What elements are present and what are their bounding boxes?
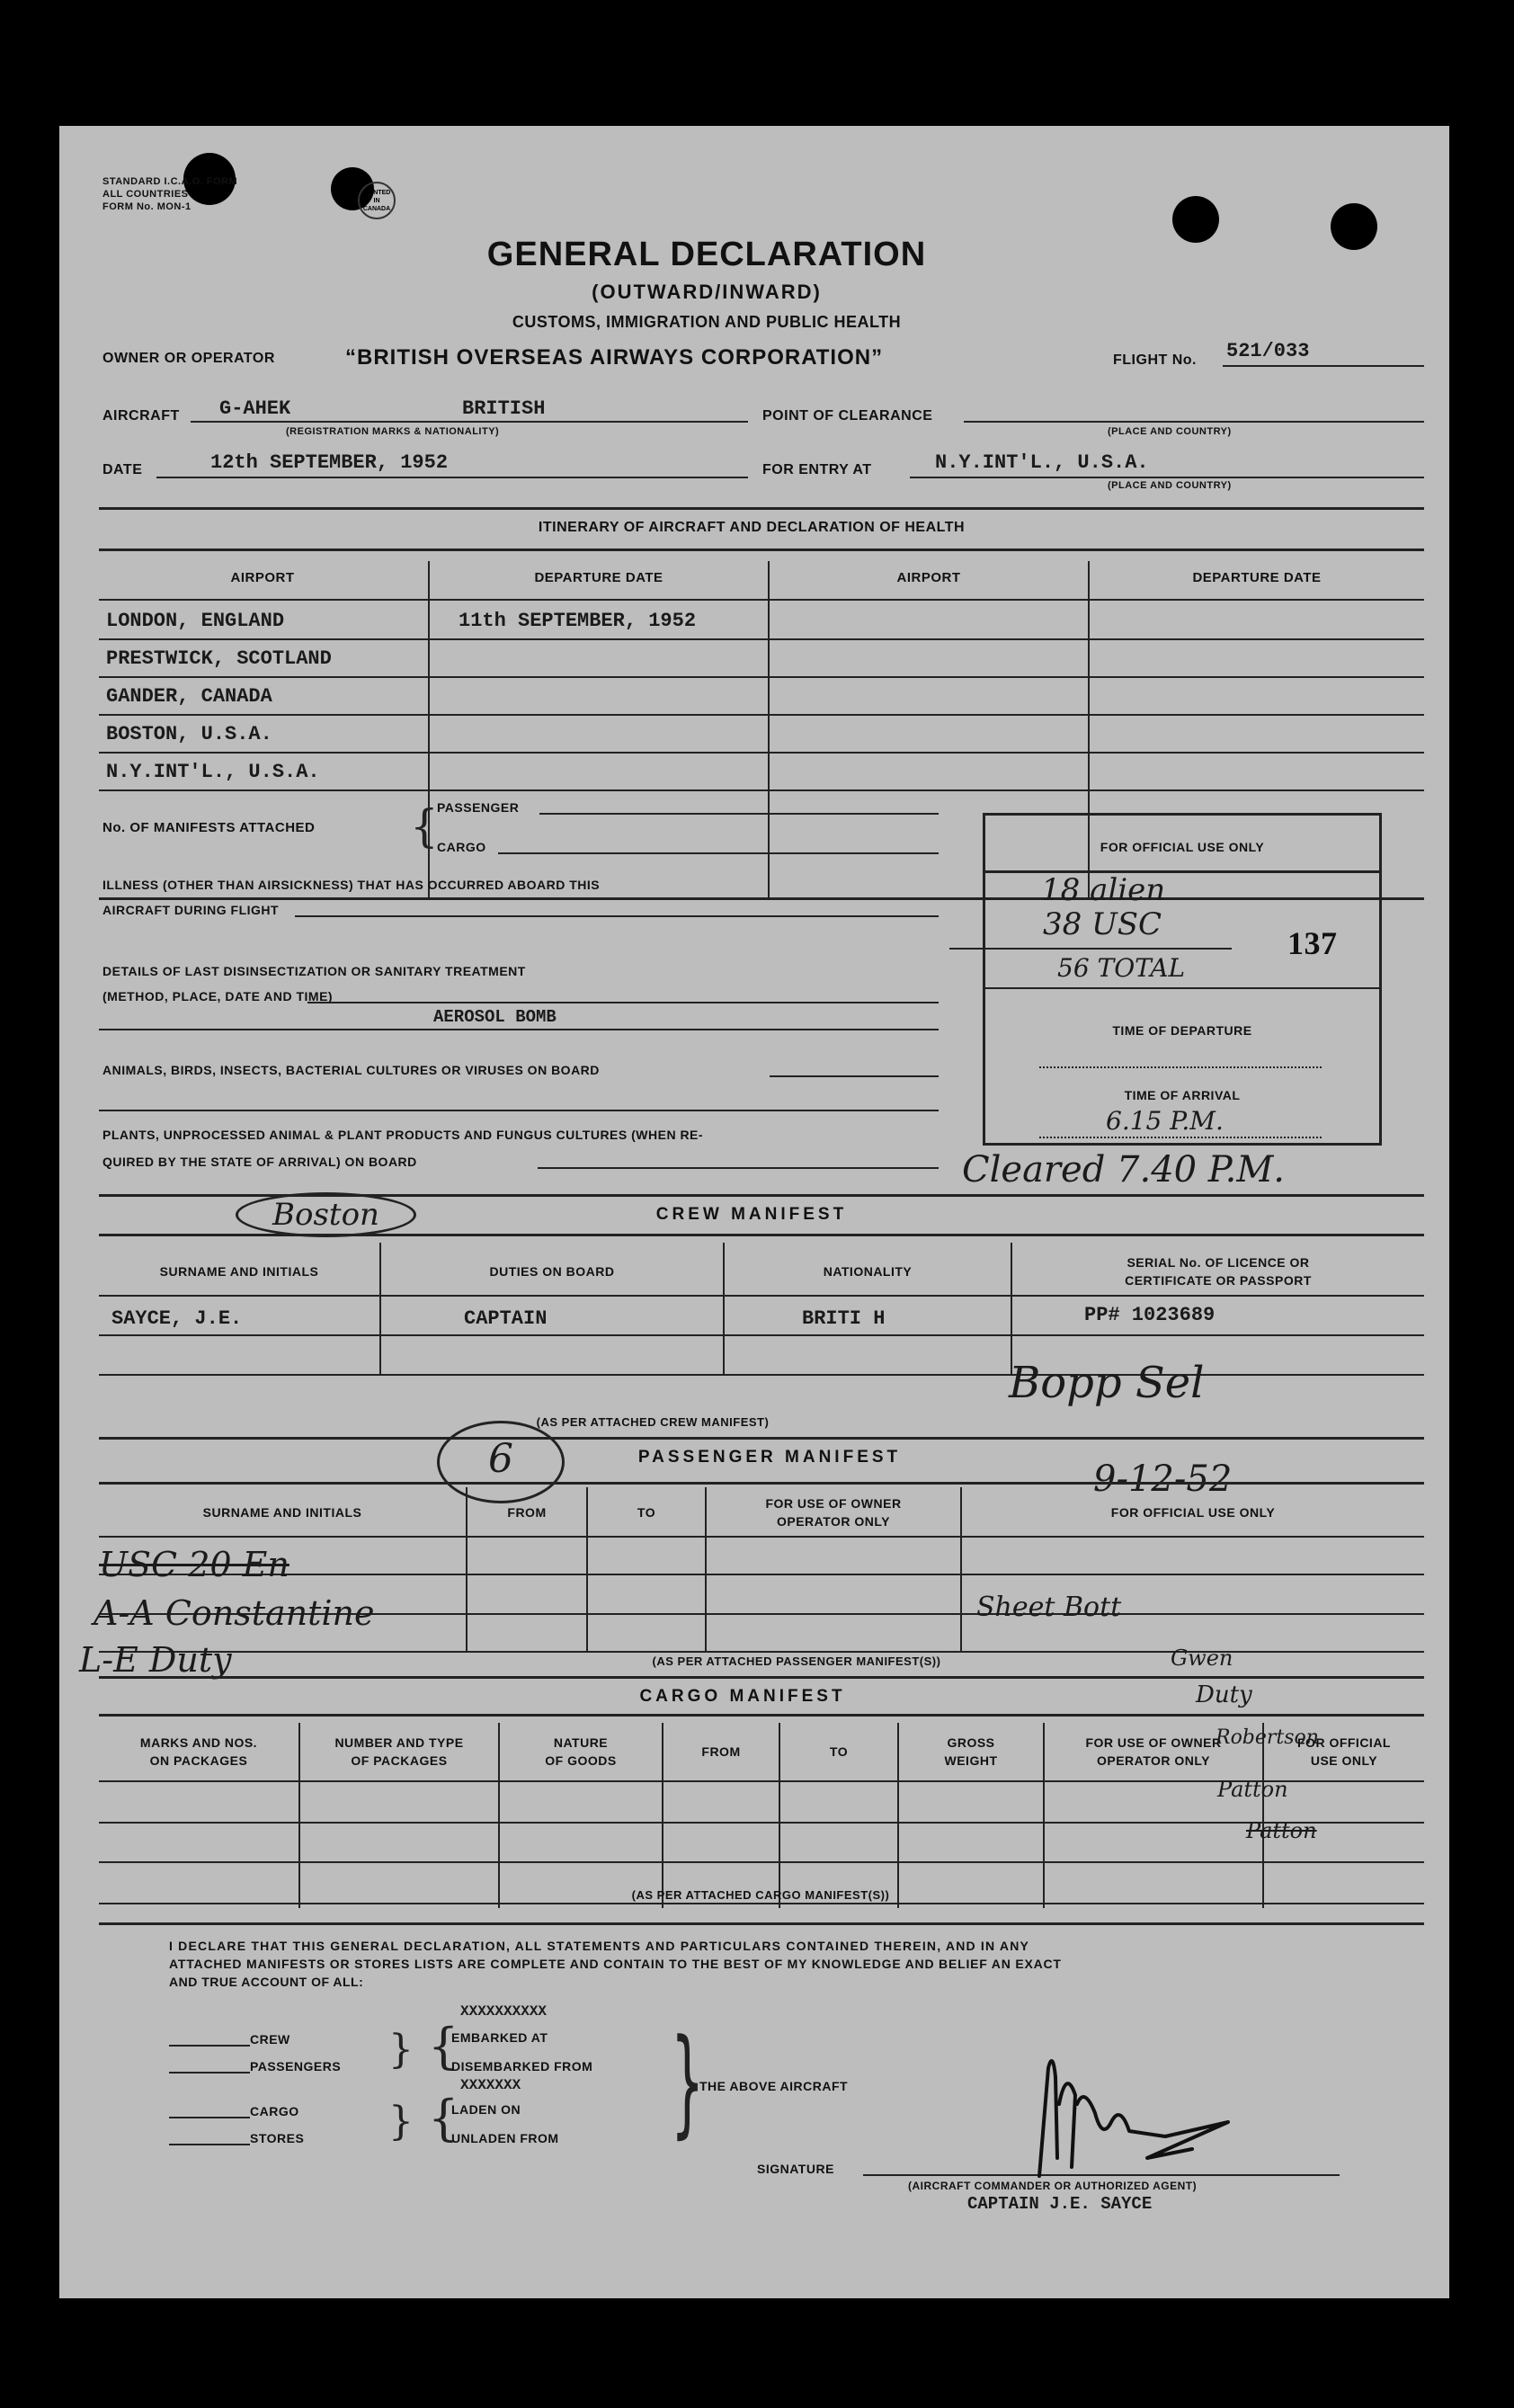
time-arrival-label: TIME OF ARRIVAL [1124, 1088, 1241, 1102]
itinerary-col-departure-2: DEPARTURE DATE [1192, 570, 1322, 585]
declaration-embarked: EMBARKED AT [451, 2030, 548, 2045]
aircraft-registration: G-AHEK [219, 397, 291, 420]
passenger-col-owner-2: OPERATOR ONLY [776, 1514, 891, 1529]
passenger-note-2: A-A Constantine [94, 1593, 375, 1633]
cargo-note-5: Patton [1246, 1818, 1317, 1843]
cargo-col-number-1: NUMBER AND TYPE [334, 1735, 464, 1750]
form-standard-line1: STANDARD I.C.A.O. FORM [102, 176, 238, 187]
declaration-crew: CREW [250, 2032, 290, 2047]
declaration-passengers: PASSENGERS [250, 2059, 342, 2074]
disinsect-label-2: (METHOD, PLACE, DATE AND TIME) [102, 989, 334, 1003]
cargo-col-nature-2: OF GOODS [545, 1753, 617, 1768]
page-subtitle-2: CUSTOMS, IMMIGRATION AND PUBLIC HEALTH [512, 313, 902, 331]
printed-in-canada-stamp: PRINTED IN CANADA [358, 182, 396, 219]
cargo-note-3: Robertson [1216, 1726, 1319, 1749]
cargo-col-official-2: USE ONLY [1310, 1753, 1378, 1768]
manifests-brace: { [410, 800, 439, 852]
crew-col-duties: DUTIES ON BOARD [489, 1264, 615, 1279]
flight-label: FLIGHT No. [1113, 352, 1197, 368]
cargo-col-owner-1: FOR USE OF OWNER [1085, 1735, 1222, 1750]
illness-label-1: ILLNESS (OTHER THAN AIRSICKNESS) THAT HAS OCCURRED ABOARD THIS [102, 878, 601, 892]
declaration-disembarked: DISEMBARKED FROM [451, 2059, 593, 2074]
manifests-cargo-label: CARGO [437, 840, 486, 854]
page-title: GENERAL DECLARATION [486, 236, 927, 273]
declaration-line-1: I DECLARE THAT THIS GENERAL DECLARATION, ALL STATEMENTS AND PARTICULARS CONTAINED THEREIN, AND IN ANY [169, 1939, 1030, 1953]
passenger-scrawl: Sheet Bott [976, 1592, 1122, 1623]
cargo-col-gross-2: WEIGHT [944, 1753, 998, 1768]
itinerary-col-airport-1: AIRPORT [230, 570, 295, 585]
flight-value: 521/033 [1226, 340, 1310, 362]
crew-row-passport: PP# 1023689 [1084, 1304, 1216, 1326]
passenger-col-surname: SURNAME AND INITIALS [202, 1505, 362, 1520]
illness-label-2: AIRCRAFT DURING FLIGHT [102, 903, 280, 917]
manifests-label: No. OF MANIFESTS ATTACHED [102, 820, 316, 835]
declaration-big-brace: } [671, 2013, 705, 2150]
passenger-heading: PASSENGER MANIFEST [637, 1448, 902, 1467]
passenger-note-1: USC 20 En [99, 1545, 289, 1584]
crew-row-surname: SAYCE, J.E. [111, 1307, 243, 1330]
cargo-note-2: Duty [1196, 1681, 1252, 1708]
disinsect-value: AEROSOL BOMB [433, 1007, 557, 1027]
punch-hole-right-2 [1331, 203, 1377, 250]
crew-footer: (AS PER ATTACHED CREW MANIFEST) [536, 1415, 770, 1429]
crew-heading: CREW MANIFEST [655, 1205, 848, 1224]
time-departure-label: TIME OF DEPARTURE [1112, 1023, 1252, 1038]
itinerary-airport-2: PRESTWICK, SCOTLAND [106, 647, 332, 670]
crew-col-nationality: NATIONALITY [823, 1264, 913, 1279]
declaration-brace-2: { [428, 2018, 459, 2074]
punch-hole-right-1 [1172, 196, 1219, 243]
owner-label: OWNER OR OPERATOR [102, 351, 275, 366]
passenger-col-to: TO [637, 1505, 656, 1520]
declaration-laden: LADEN ON [451, 2102, 521, 2117]
passenger-date: 9-12-52 [1093, 1458, 1233, 1500]
date-label: DATE [102, 462, 143, 477]
declaration-stores: STORES [250, 2131, 305, 2145]
signer-name: CAPTAIN J.E. SAYCE [967, 2194, 1153, 2214]
passenger-col-from: FROM [507, 1505, 547, 1520]
cargo-col-owner-2: OPERATOR ONLY [1096, 1753, 1211, 1768]
signature-label: SIGNATURE [757, 2162, 834, 2176]
passenger-note-3: L-E Duty [79, 1640, 232, 1680]
page-subtitle: (OUTWARD/INWARD) [592, 281, 822, 303]
declaration-form-page [59, 126, 1449, 2298]
crew-col-surname: SURNAME AND INITIALS [159, 1264, 319, 1279]
official-total-count: 56 TOTAL [1057, 953, 1186, 983]
cargo-col-gross-1: GROSS [947, 1735, 995, 1750]
itinerary-departure-1: 11th SEPTEMBER, 1952 [459, 610, 697, 632]
declaration-cargo: CARGO [250, 2104, 299, 2118]
date-value: 12th SEPTEMBER, 1952 [210, 451, 449, 474]
crew-col-serial-2: CERTIFICATE OR PASSPORT [1125, 1273, 1312, 1288]
cargo-col-official-1: FOR OFFICIAL [1297, 1735, 1391, 1750]
declaration-line-3: AND TRUE ACCOUNT OF ALL: [169, 1975, 364, 1989]
owner-value: “BRITISH OVERSEAS AIRWAYS CORPORATION” [345, 345, 884, 370]
declaration-unladen: UNLADEN FROM [451, 2131, 559, 2145]
passenger-footer: (AS PER ATTACHED PASSENGER MANIFEST(S)) [652, 1654, 941, 1668]
cargo-footer: (AS PER ATTACHED CARGO MANIFEST(S)) [631, 1888, 890, 1902]
passenger-col-official: FOR OFFICIAL USE ONLY [1110, 1505, 1276, 1520]
entry-caption: (PLACE AND COUNTRY) [1108, 480, 1232, 491]
cargo-col-from: FROM [701, 1744, 741, 1759]
itinerary-col-airport-2: AIRPORT [896, 570, 961, 585]
passenger-col-owner-1: FOR USE OF OWNER [765, 1496, 902, 1511]
itinerary-col-departure-1: DEPARTURE DATE [534, 570, 663, 585]
cargo-col-marks-2: ON PACKAGES [149, 1753, 248, 1768]
crew-inspector-signature: Bopp Sel [1009, 1358, 1205, 1408]
entry-label: FOR ENTRY AT [762, 462, 872, 477]
itinerary-airport-3: GANDER, CANADA [106, 685, 272, 708]
manifests-passenger-label: PASSENGER [437, 800, 520, 815]
crew-row-duty: CAPTAIN [464, 1307, 548, 1330]
plants-label-1: PLANTS, UNPROCESSED ANIMAL & PLANT PRODUCTS AND FUNGUS CULTURES (WHEN RE- [102, 1128, 704, 1142]
aircraft-nationality: BRITISH [462, 397, 546, 420]
official-stamp-number: 137 [1287, 925, 1338, 961]
itinerary-airport-1: LONDON, ENGLAND [106, 610, 285, 632]
declaration-above-aircraft: THE ABOVE AIRCRAFT [699, 2079, 849, 2093]
official-aliens-count: 18 alien [1041, 872, 1166, 908]
cargo-heading: CARGO MANIFEST [639, 1687, 846, 1706]
entry-value: N.Y.INT'L., U.S.A. [935, 451, 1149, 474]
declaration-brace-3: } [388, 2099, 414, 2145]
time-arrival-value: 6.15 P.M. [1106, 1106, 1224, 1136]
cargo-col-marks-1: MARKS AND NOS. [139, 1735, 258, 1750]
aircraft-caption: (REGISTRATION MARKS & NATIONALITY) [286, 426, 500, 437]
cargo-note-1: Gwen [1171, 1645, 1233, 1671]
animals-label: ANIMALS, BIRDS, INSECTS, BACTERIAL CULTURES OR VIRUSES ON BOARD [102, 1063, 600, 1077]
cargo-note-4: Patton [1217, 1777, 1288, 1802]
aircraft-label: AIRCRAFT [102, 408, 180, 424]
official-use-heading: FOR OFFICIAL USE ONLY [1100, 840, 1265, 854]
cargo-col-number-2: OF PACKAGES [351, 1753, 448, 1768]
plants-label-2: QUIRED BY THE STATE OF ARRIVAL) ON BOARD [102, 1155, 417, 1169]
crew-col-serial-1: SERIAL No. OF LICENCE OR [1127, 1255, 1310, 1270]
boston-note: Boston [236, 1192, 416, 1237]
cleared-time: Cleared 7.40 P.M. [962, 1149, 1286, 1191]
disinsect-label-1: DETAILS OF LAST DISINSECTIZATION OR SANITARY TREATMENT [102, 964, 526, 978]
itinerary-heading: ITINERARY OF AIRCRAFT AND DECLARATION OF HEALTH [538, 520, 966, 535]
itinerary-airport-5: N.Y.INT'L., U.S.A. [106, 761, 320, 783]
passenger-count: 6 [437, 1421, 565, 1503]
cargo-col-nature-1: NATURE [553, 1735, 609, 1750]
declaration-line-2: ATTACHED MANIFESTS OR STORES LISTS ARE COMPLETE AND CONTAIN TO THE BEST OF MY KNOWLEDGE AND BELIEF AN EXACT [169, 1957, 1062, 1971]
clearance-label: POINT OF CLEARANCE [762, 408, 933, 424]
declaration-brace-4: { [428, 2090, 459, 2146]
official-usc-count: 38 USC [1043, 906, 1162, 942]
clearance-caption: (PLACE AND COUNTRY) [1108, 426, 1232, 437]
form-number: FORM No. MON-1 [102, 201, 191, 212]
signature-caption: (AIRCRAFT COMMANDER OR AUTHORIZED AGENT) [908, 2180, 1198, 2192]
crew-row-nationality: BRITI H [802, 1307, 886, 1330]
captain-signature [1012, 2050, 1246, 2185]
declaration-brace-1: } [388, 2027, 414, 2073]
form-standard-line2: ALL COUNTRIES [102, 189, 189, 200]
cargo-col-to: TO [829, 1744, 849, 1759]
declaration-struck-2: XXXXXXX [460, 2077, 521, 2093]
itinerary-airport-4: BOSTON, U.S.A. [106, 723, 272, 745]
declaration-struck-1: XXXXXXXXXX [460, 2003, 548, 2020]
